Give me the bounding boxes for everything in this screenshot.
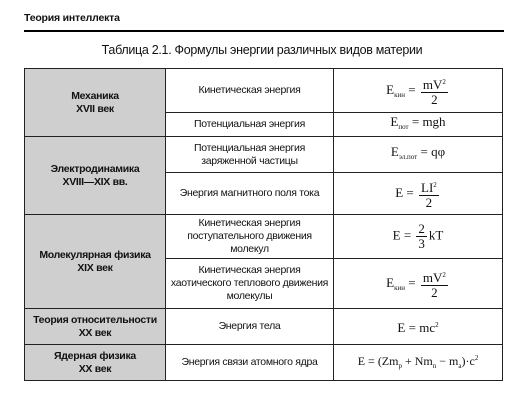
energy-kind: Кинетическая энергия поступательного движения молекул — [166, 215, 334, 259]
fraction: $\frac{mV^2}{2}$ — [422, 76, 446, 107]
table-row — [25, 309, 503, 345]
category-era: XVII век — [76, 102, 114, 115]
category-era: XX век — [78, 326, 112, 339]
category-cell — [25, 345, 166, 381]
table-row — [25, 69, 503, 113]
table-row — [25, 345, 503, 381]
table-row — [25, 215, 503, 259]
category-name: Ядерная физика — [54, 349, 136, 362]
formula-cell: $E = (Zm_p + Nm_n - m_a)\cdot c^2$ — [334, 345, 503, 381]
category-cell — [25, 309, 166, 345]
energy-kind: Энергия связи атомного ядра — [166, 345, 334, 381]
fraction: $\frac{LI^2}{2}$ — [421, 179, 437, 210]
table-row — [25, 137, 503, 173]
header-rule — [24, 30, 504, 32]
category-cell — [25, 69, 166, 137]
energy-kind: Потенциальная энергия заряженной частицы — [166, 137, 334, 173]
category-name: Теория относительности — [33, 313, 157, 326]
fraction: $\frac{2}{3}$ — [418, 221, 425, 251]
category-name: Механика — [71, 89, 119, 102]
fraction: $\frac{mV^2}{2}$ — [422, 269, 446, 300]
energy-kind: Кинетическая энергия хаотического теплового движения молекулы — [166, 259, 334, 309]
energy-kind: Энергия магнитного поля тока — [166, 173, 334, 215]
formula-cell: E = $\frac{2}{3}$ kT — [334, 215, 503, 259]
category-name: Электродинамика — [50, 162, 140, 175]
table-title: Таблица 2.1. Формулы энергии различных видов материи — [101, 43, 423, 57]
formula-cell: $E_{кин}$ = $\frac{mV^2}{2}$ — [334, 69, 503, 113]
category-era: XVIII—XIX вв. — [62, 175, 128, 188]
category-cell — [25, 215, 166, 309]
category-era: XX век — [78, 362, 112, 375]
formula-cell: $E = mc^2$ — [334, 309, 503, 345]
energy-kind: Кинетическая энергия — [166, 69, 334, 113]
running-head: Теория интеллекта — [24, 12, 120, 24]
energy-kind: Потенциальная энергия — [166, 113, 334, 137]
formula-cell: $E_{пот}$ = mgh — [334, 113, 503, 137]
formula-cell: $E_{кин}$ = $\frac{mV^2}{2}$ — [334, 259, 503, 309]
category-cell — [25, 137, 166, 215]
category-era: XIX век — [77, 261, 113, 274]
category-name: Молекулярная физика — [39, 248, 151, 261]
energy-kind: Энергия тела — [166, 309, 334, 345]
energy-formulas-table — [24, 68, 503, 381]
formula-cell: $E_{эл.пот} = q\varphi$ — [334, 137, 503, 173]
formula-cell: E = $\frac{LI^2}{2}$ — [334, 173, 503, 215]
